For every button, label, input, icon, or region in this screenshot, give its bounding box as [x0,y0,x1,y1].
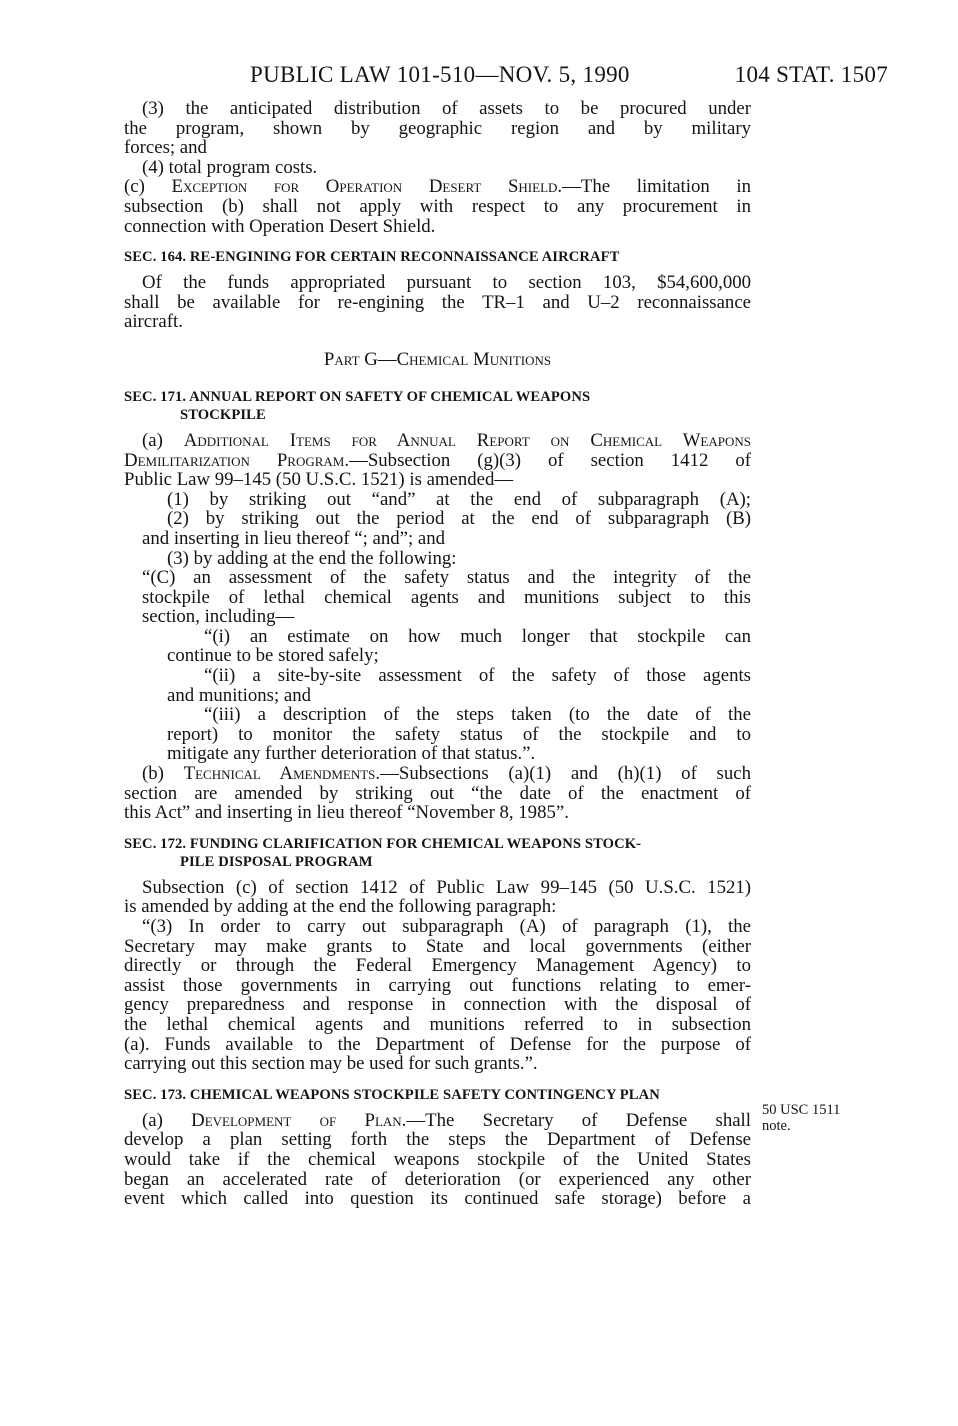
spacer [124,370,751,388]
heading-line: SEC. 171. ANNUAL REPORT ON SAFETY OF CHEMICAL WEAPONS [124,388,591,405]
text-line: “(iii) a description of the steps taken (to the date of the [204,704,751,726]
text-line: report) to monitor the safety status of the stockpile and to [167,723,751,745]
text-line: forces; and [124,137,207,159]
text-line: section, including— [142,606,295,628]
text-line: (1) by striking out “and” at the end of subparagraph (A); [167,488,751,510]
text-line: Secretary may make grants to State and local governments (either [124,935,751,957]
spacer [124,1074,751,1086]
text-line: gency preparedness and response in connection with the disposal of [124,994,751,1016]
text-span: —The limitation in [562,176,752,198]
paragraph-label: (a) [142,1109,192,1131]
paragraph-list-items [124,99,751,177]
part-heading: Part G—Chemical Munitions [323,348,552,370]
margin-note-suffix: note. [762,1118,791,1134]
section-heading-172 [124,835,751,871]
text-line: (4) total program costs. [142,156,318,178]
text-line: and inserting in lieu thereof “; and”; and [142,527,446,549]
text-line: event which called into question its continued safe storage) before a [124,1188,751,1210]
text-column [124,99,751,1209]
heading-line: PILE DISPOSAL PROGRAM [180,853,373,870]
text-line: Of the funds appropriated pursuant to section 103, $54,600,000 [142,272,751,294]
text-line: aircraft. [124,311,183,333]
section-heading-173: SEC. 173. CHEMICAL WEAPONS STOCKPILE SAFETY CONTINGENCY PLAN [124,1086,660,1103]
text-line: is amended by adding at the end the following paragraph: [124,896,557,918]
subsection-heading: Exception for Operation Desert Shield. [171,176,563,198]
text-span: —The Secretary of Defense shall [406,1109,751,1131]
paragraph-label: (c) [124,176,172,198]
section-heading-171 [124,388,751,424]
page-header [0,62,958,92]
text-line: shall be available for re-engining the TR–1 and U–2 reconnaissance [124,291,751,313]
paragraph-label: (a) [142,429,184,451]
subsection-heading: Technical Amendments. [183,763,381,785]
stat-reference: 104 STAT. 1507 [734,62,888,87]
text-line: the program, shown by geographic region and by military [124,117,751,139]
text-line: subsection (b) shall not apply with respect to any procurement in [124,195,751,217]
spacer [124,823,751,835]
text-line: (3) the anticipated distribution of assets to be procured under [142,98,751,119]
paragraph-label: (b) [142,763,184,785]
text-line: would take if the chemical weapons stockpile of the United States [124,1148,751,1170]
text-line [124,764,751,784]
subsection-heading: Demilitarization Program. [124,449,350,471]
text-line [124,177,751,197]
text-line: section are amended by striking out “the date of the enactment of [124,782,751,804]
text-line: Subsection (c) of section 1412 of Public Law 99–145 (50 U.S.C. 1521) [142,876,751,898]
spacer [124,332,751,350]
text-line: “(i) an estimate on how much longer that stockpile can [204,625,751,647]
text-line: assist those governments in carrying out functions relating to emer- [124,974,751,996]
text-line: connection with Operation Desert Shield. [124,215,436,237]
text-line: (2) by striking out the period at the end of subparagraph (B) [167,508,751,530]
margin-note [762,1102,840,1134]
text-line: mitigate any further deterioration of that status.”. [167,743,536,765]
section-heading-164: SEC. 164. RE-ENGINING FOR CERTAIN RECONNAISSANCE AIRCRAFT [124,249,620,266]
text-span: —Subsection (g)(3) of section 1412 of [349,449,751,471]
text-line: (3) by adding at the end the following: [167,547,457,569]
text-span: —Subsections (a)(1) and (h)(1) of such [380,763,751,785]
text-line: began an accelerated rate of deterioration (or experienced any other [124,1168,751,1190]
subsection-heading: Additional Items for Annual Report on Chemical Weapons [183,429,751,451]
text-line: develop a plan setting forth the steps the Department of Defense [124,1129,751,1151]
text-line: “(3) In order to carry out subparagraph (A) of paragraph (1), the [142,916,751,937]
text-line: Public Law 99–145 (50 U.S.C. 1521) is amended— [124,469,514,491]
heading-line: STOCKPILE [180,406,266,423]
text-line: “(ii) a site-by-site assessment of the safety of those agents [204,665,751,687]
text-line: carrying out this section may be used for such grants.”. [124,1053,538,1075]
subsection-c [124,177,751,236]
margin-note-citation: 50 USC 1511 [762,1102,841,1118]
text-line: continue to be stored safely; [167,645,379,667]
text-line [124,451,751,471]
text-line: stockpile of lethal chemical agents and munitions subject to this [142,586,751,608]
text-line: this Act” and inserting in lieu thereof “November 8, 1985”. [124,802,569,824]
text-line: and munitions; and [167,684,311,706]
heading-line: SEC. 172. FUNDING CLARIFICATION FOR CHEMICAL WEAPONS STOCK- [124,835,642,852]
text-line: (a). Funds available to the Department of Defense for the purpose of [124,1033,751,1055]
text-line [124,1111,751,1131]
spacer [124,236,751,248]
text-line: “(C) an assessment of the safety status and the integrity of the [142,567,751,589]
text-line: the lethal chemical agents and munitions referred to in subsection [124,1013,751,1035]
text-line [124,431,751,451]
text-line: directly or through the Federal Emergency Management Agency) to [124,955,751,977]
running-title: PUBLIC LAW 101-510—NOV. 5, 1990 [250,62,630,87]
subsection-heading: Development of Plan. [191,1109,407,1131]
